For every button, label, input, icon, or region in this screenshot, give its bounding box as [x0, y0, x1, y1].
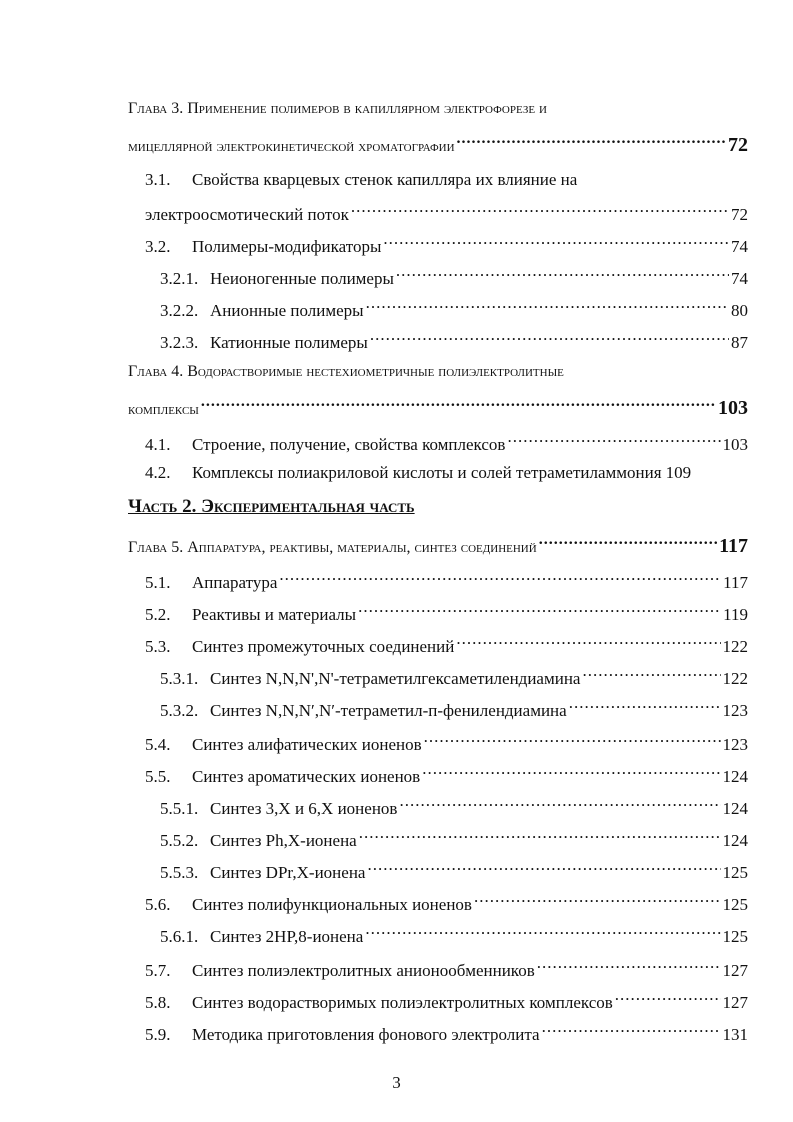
toc-entry-title: Свойства кварцевых стенок капилляра их влияние на [192, 170, 578, 189]
toc-section-number: 5.5.2. [160, 830, 199, 850]
leader-dots [383, 233, 729, 252]
toc-subsection-3-2-1[interactable] [160, 265, 748, 289]
toc-page-number: 87 [731, 332, 748, 352]
toc-section-number: 5.3.1. [160, 668, 199, 688]
leader-dots [367, 859, 720, 878]
toc-entry-title: Синтез полифункциональных ионенов [192, 894, 472, 914]
toc-page-number: 124 [722, 766, 748, 786]
leader-dots [474, 891, 721, 910]
toc-section-number: 5.6. [145, 894, 171, 914]
toc-subsection-5-3-1[interactable] [160, 665, 748, 689]
toc-entry-title: Синтез ароматических ионенов [192, 766, 421, 786]
toc-subsection-5-5-2[interactable] [160, 827, 748, 851]
toc-entry-title: Синтез N,N,N′,N′-тетраметил-п-фенилендиамина [210, 700, 567, 720]
toc-page-number: 103 [718, 396, 748, 419]
toc-section-number: 5.8. [145, 992, 171, 1012]
toc-section-number: 3.2.1. [160, 268, 199, 288]
toc-entry-title: Неионогенные полимеры [210, 268, 394, 288]
toc-section-number: 5.5.1. [160, 798, 199, 818]
toc-entry-title: Комплексы полиакриловой кислоты и солей тетраметиламмония [192, 463, 662, 482]
toc-page-number: 124 [722, 798, 748, 818]
toc-entry-title: Синтез промежуточных соединений [192, 636, 455, 656]
toc-section-number: 5.4. [145, 734, 171, 754]
leader-dots [582, 665, 720, 684]
toc-section-5-1[interactable] [145, 569, 748, 593]
toc-section-number: 4.2. [145, 463, 171, 482]
toc-subsection-5-5-1[interactable] [160, 795, 748, 819]
leader-dots [279, 569, 721, 588]
toc-section-number: 5.1. [145, 572, 171, 592]
leader-dots [422, 763, 720, 782]
toc-chapter-4-head [128, 363, 748, 381]
toc-entry-title: Синтез 3,X и 6,X ионенов [210, 798, 398, 818]
leader-dots [399, 795, 720, 814]
toc-entry-title: Анионные полимеры [210, 300, 364, 320]
leader-dots [537, 957, 721, 976]
toc-entry-title: Полимеры-модификаторы [192, 236, 382, 256]
leader-dots [351, 201, 729, 220]
toc-entry-title: Реактивы и материалы [192, 604, 357, 624]
toc-section-5-3[interactable] [145, 633, 748, 657]
toc-section-3-1-head [145, 170, 748, 190]
toc-chapter-5[interactable] [128, 534, 748, 558]
toc-section-number: 5.2. [145, 604, 171, 624]
toc-entry-title: Глава 3. Применение полимеров в капиллярном электрофорезе и [128, 100, 548, 117]
toc-section-5-4[interactable] [145, 731, 748, 755]
toc-page-number: 72 [731, 204, 748, 224]
toc-entry-title: Часть 2. Экспериментальная часть [128, 496, 415, 517]
toc-entry-title: Методика приготовления фонового электролита [192, 1024, 540, 1044]
toc-entry-title: Синтез Ph,X-ионена [210, 830, 357, 850]
toc-page-number: 124 [722, 830, 748, 850]
toc-page-number: 123 [722, 700, 748, 720]
toc-section-number: 5.3. [145, 636, 171, 656]
toc-entry-title: Синтез DPr,X-ионена [210, 862, 366, 882]
toc-section-4-1[interactable] [145, 431, 748, 455]
toc-page-number: 117 [719, 534, 748, 557]
toc-subsection-5-3-2[interactable] [160, 697, 748, 721]
toc-page-number: 72 [728, 133, 748, 156]
toc-section-5-5[interactable] [145, 763, 748, 787]
toc-page-number: 103 [722, 434, 748, 454]
leader-dots [359, 827, 721, 846]
toc-section-number: 5.6.1. [160, 926, 199, 946]
toc-page-number: 123 [722, 734, 748, 754]
toc-section-5-9[interactable] [145, 1021, 748, 1045]
leader-dots [358, 601, 721, 620]
toc-entry-title: Глава 4. Водорастворимые нестехиометричные полиэлектролитные [128, 363, 564, 380]
toc-entry-title: Синтез водорастворимых полиэлектролитных комплексов [192, 992, 613, 1012]
toc-entry-title: Синтез 2HP,8-ионена [210, 926, 364, 946]
toc-page-number: 74 [731, 236, 748, 256]
leader-dots [539, 534, 717, 552]
toc-subsection-3-2-3[interactable] [160, 329, 748, 353]
toc-section-number: 3.2.2. [160, 300, 199, 320]
toc-section-4-2[interactable] [145, 463, 748, 483]
toc-entry-title: Глава 5. Аппаратура, реактивы, материалы, синтез соединений [128, 538, 537, 556]
toc-section-number: 5.5.3. [160, 862, 199, 882]
toc-page-number: 131 [722, 1024, 748, 1044]
leader-dots [365, 923, 720, 942]
toc-entry-title: Строение, получение, свойства комплексов [192, 434, 506, 454]
toc-section-number: 5.7. [145, 960, 171, 980]
toc-section-3-2[interactable] [145, 233, 748, 257]
toc-subsection-5-6-1[interactable] [160, 923, 748, 947]
leader-dots [615, 989, 721, 1008]
toc-section-number: 3.2.3. [160, 332, 199, 352]
leader-dots [366, 297, 729, 316]
leader-dots [456, 633, 720, 652]
toc-entry-title: мицеллярной электрокинетической хроматографии [128, 137, 455, 155]
toc-part-2-heading[interactable] [128, 496, 415, 518]
toc-section-number: 3.1. [145, 170, 171, 189]
toc-entry-title: Синтез N,N,N',N'-тетраметилгексаметилендиамина [210, 668, 581, 688]
leader-dots [569, 697, 721, 716]
toc-entry-title: Катионные полимеры [210, 332, 368, 352]
leader-dots [542, 1021, 721, 1040]
toc-page-number: 80 [731, 300, 748, 320]
toc-section-number: 3.2. [145, 236, 171, 256]
toc-chapter-3-tail[interactable] [128, 133, 748, 157]
toc-entry-title: Синтез полиэлектролитных анионообменников [192, 960, 535, 980]
toc-section-number: 5.5. [145, 766, 171, 786]
leader-dots [457, 133, 726, 151]
toc-page-number: 122 [722, 668, 748, 688]
toc-page-number: 125 [722, 926, 748, 946]
toc-page-number: 117 [723, 572, 748, 592]
toc-chapter-4-tail[interactable] [128, 396, 748, 420]
toc-section-5-2[interactable] [145, 601, 748, 625]
toc-entry-title: электроосмотический поток [145, 204, 349, 224]
toc-section-3-1-tail[interactable] [145, 201, 748, 225]
leader-dots [507, 431, 720, 450]
toc-page-number: 125 [722, 862, 748, 882]
leader-dots [396, 265, 729, 284]
leader-dots [201, 396, 716, 414]
toc-section-number: 5.9. [145, 1024, 171, 1044]
leader-dots [370, 329, 729, 348]
toc-page-number: 109 [665, 463, 692, 482]
leader-dots [424, 731, 721, 750]
toc-page-number: 119 [723, 604, 748, 624]
toc-chapter-3-head [128, 100, 748, 118]
toc-page-number: 127 [722, 960, 748, 980]
toc-section-number: 4.1. [145, 434, 171, 454]
toc-section-number: 5.3.2. [160, 700, 199, 720]
toc-section-5-7[interactable] [145, 957, 748, 981]
toc-section-5-6[interactable] [145, 891, 748, 915]
toc-page-number: 74 [731, 268, 748, 288]
toc-page-number: 127 [722, 992, 748, 1012]
toc-section-5-8[interactable] [145, 989, 748, 1013]
toc-subsection-3-2-2[interactable] [160, 297, 748, 321]
toc-entry-title: комплексы [128, 400, 199, 418]
toc-entry-title: Синтез алифатических ионенов [192, 734, 422, 754]
toc-page-number: 122 [722, 636, 748, 656]
page-number: 3 [392, 1073, 401, 1092]
toc-entry-title: Аппаратура [192, 572, 278, 592]
toc-subsection-5-5-3[interactable] [160, 859, 748, 883]
toc-page-number: 125 [722, 894, 748, 914]
